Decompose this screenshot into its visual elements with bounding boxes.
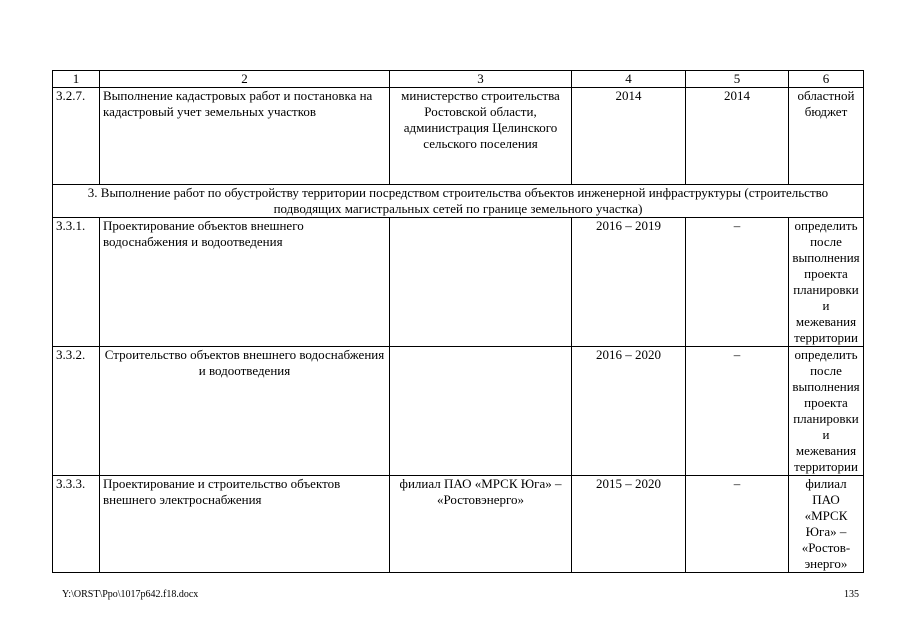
item-funding-source: областной бюджет [789,88,864,185]
item-end-year: – [686,347,789,476]
item-start-year: 2014 [572,88,686,185]
item-executor [390,347,572,476]
header-cell: 2 [100,71,390,88]
table-row [53,347,864,476]
item-name: Выполнение кадастровых работ и постановка на кадастровый учет земельных участков [100,88,390,185]
item-number: 3.2.7. [53,88,100,185]
item-number: 3.3.3. [53,476,100,573]
header-cell: 1 [53,71,100,88]
item-end-year: – [686,476,789,573]
table-row [53,218,864,347]
item-funding-source: определить после выполнения проекта планировки и межевания территории [789,218,864,347]
item-start-year: 2016 – 2019 [572,218,686,347]
item-start-year: 2015 – 2020 [572,476,686,573]
header-cell: 3 [390,71,572,88]
item-executor [390,218,572,347]
item-number: 3.3.1. [53,218,100,347]
item-name: Проектирование объектов внешнего водоснабжения и водоотведения [100,218,390,347]
table-row [53,476,864,573]
item-executor: филиал ПАО «МРСК Юга» – «Ростовэнерго» [390,476,572,573]
table-row [53,88,864,185]
item-funding-source: определить после выполнения проекта планировки и межевания территории [789,347,864,476]
plan-table [52,70,864,573]
table-header-row [53,71,864,88]
item-funding-source: филиал ПАО «МРСК Юга» – «Ростов-энерго» [789,476,864,573]
header-cell: 5 [686,71,789,88]
section-row [53,185,864,218]
footer-file-path: Y:\ORST\Ppo\1017p642.f18.docx [62,589,199,600]
item-name: Проектирование и строительство объектов внешнего электроснабжения [100,476,390,573]
item-name: Строительство объектов внешнего водоснабжения и водоотведения [100,347,390,476]
footer-page-number: 135 [844,589,859,600]
item-number: 3.3.2. [53,347,100,476]
item-end-year: 2014 [686,88,789,185]
item-executor: министерство строительства Ростовской области, администрация Целинского сельского поселения [390,88,572,185]
header-cell: 4 [572,71,686,88]
item-start-year: 2016 – 2020 [572,347,686,476]
header-cell: 6 [789,71,864,88]
item-end-year: – [686,218,789,347]
section-title: 3. Выполнение работ по обустройству территории посредством строительства объектов инженерной инфраструктуры (строительство подводящих магистральных сетей по границе земельного участка) [53,185,864,218]
